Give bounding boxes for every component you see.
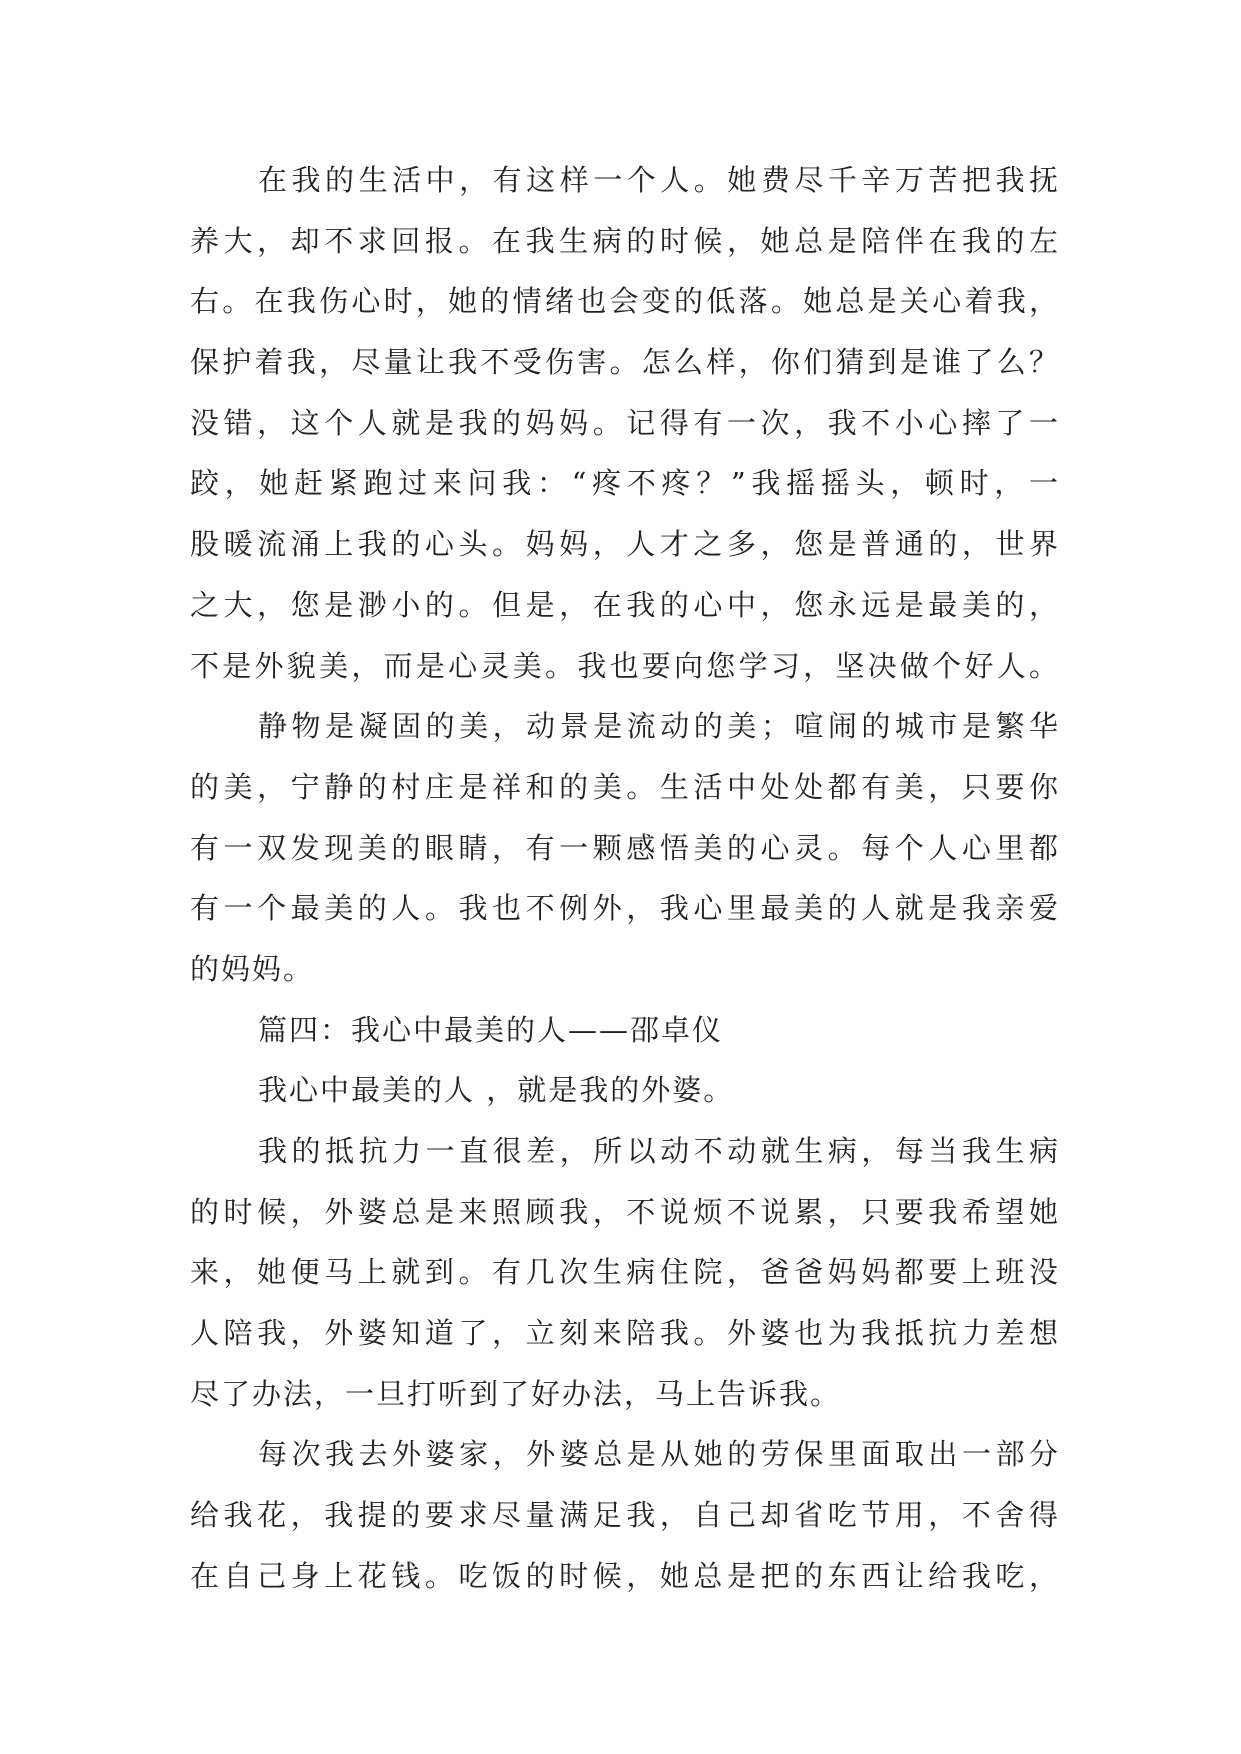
text-line: 的美，宁静的村庄是祥和的美。生活中处处都有美，只要你 (190, 769, 1060, 804)
text-line: 篇四：我心中最美的人——邵卓仪 (258, 1012, 724, 1047)
text-line: 我的抵抗力一直很差，所以动不动就生病，每当我生病 (258, 1134, 1060, 1168)
text-line: 没错，这个人就是我的妈妈。记得有一次，我不小心摔了一 (190, 405, 1060, 440)
text-line: 在自己身上花钱。吃饭的时候，她总是把的东西让给我吃， (190, 1558, 1060, 1593)
text-line: 有一双发现美的眼睛，有一颗感悟美的心灵。每个人心里都 (190, 830, 1060, 865)
text-line: 每次我去外婆家，外婆总是从她的劳保里面取出一部分 (258, 1437, 1060, 1472)
text-line: 我心中最美的人 ，就是我的外婆。 (258, 1073, 735, 1108)
text-line: 来，她便马上就到。有几次生病住院，爸爸妈妈都要上班没 (190, 1255, 1060, 1290)
text-line: 不是外貌美，而是心灵美。我也要向您学习，坚决做个好人。 (190, 648, 1060, 683)
text-line: 给我花，我提的要求尽量满足我，自己却省吃节用，不舍得 (190, 1498, 1060, 1533)
document-page (190, 150, 1060, 1607)
text-line: 在我的生活中，有这样一个人。她费尽千辛万苦把我抚 (258, 163, 1060, 197)
text-line: 的时候，外婆总是来照顾我，不说烦不说累，只要我希望她 (190, 1194, 1060, 1229)
text-line: 跤，她赶紧跑过来问我：“疼不疼？”我摇摇头，顿时，一 (190, 466, 1060, 501)
text-line: 养大，却不求回报。在我生病的时候，她总是陪伴在我的左 (190, 223, 1060, 258)
text-line: 股暖流涌上我的心头。妈妈，人才之多，您是普通的，世界 (190, 527, 1060, 562)
text-line: 尽了办法，一旦打听到了好办法，马上告诉我。 (190, 1376, 842, 1411)
text-line: 的妈妈。 (190, 951, 315, 986)
text-line: 之大，您是渺小的。但是，在我的心中，您永远是最美的， (190, 587, 1060, 622)
text-line: 保护着我，尽量让我不受伤害。怎么样，你们猜到是谁了么？ (190, 345, 1060, 380)
text-line: 右。在我伤心时，她的情绪也会变的低落。她总是关心着我， (190, 284, 1060, 319)
text-line: 人陪我，外婆知道了，立刻来陪我。外婆也为我抵抗力差想 (190, 1316, 1060, 1351)
text-line: 静物是凝固的美，动景是流动的美；喧闹的城市是繁华 (258, 709, 1060, 744)
text-line: 有一个最美的人。我也不例外，我心里最美的人就是我亲爱 (190, 891, 1060, 926)
